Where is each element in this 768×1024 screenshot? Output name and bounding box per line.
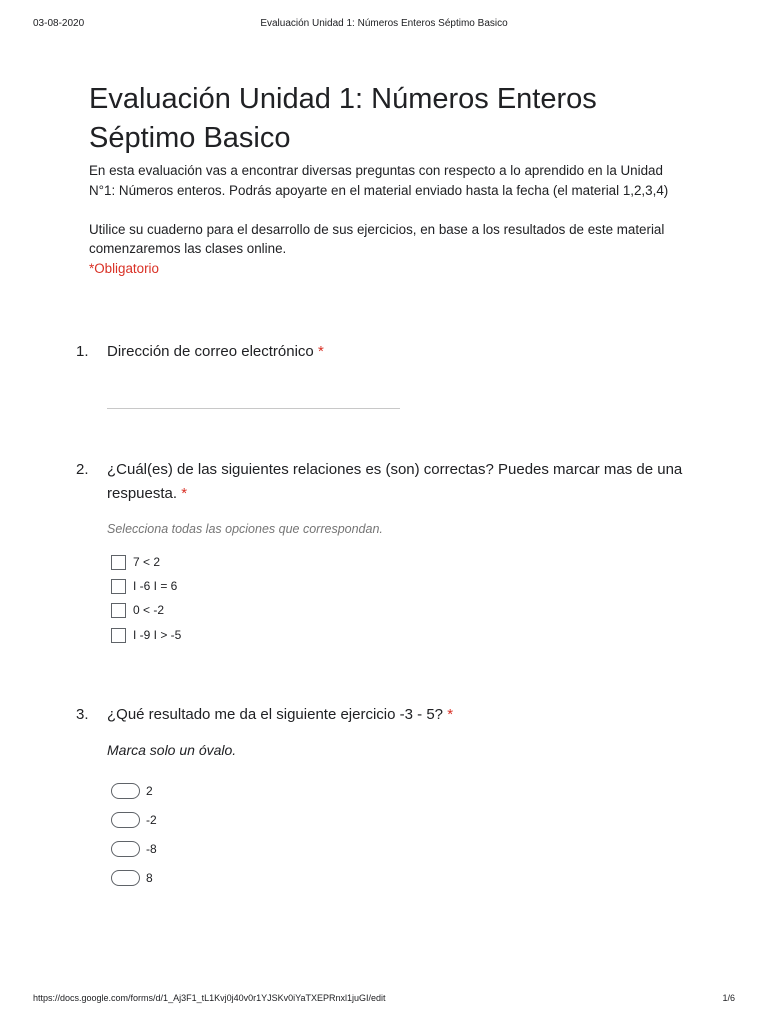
radio-oval[interactable] — [111, 870, 140, 886]
option-label: 0 < -2 — [133, 603, 165, 617]
checkbox-option-4[interactable] — [111, 626, 181, 644]
email-field[interactable] — [107, 395, 400, 409]
required-asterisk: * — [447, 706, 454, 723]
option-label: 7 < 2 — [133, 555, 161, 569]
radio-option-2[interactable] — [111, 811, 157, 829]
select-all-hint: Selecciona todas las opciones que correspondan. — [107, 522, 383, 536]
radio-option-1[interactable] — [111, 782, 153, 800]
checkbox[interactable] — [111, 603, 126, 618]
question-text — [107, 458, 697, 506]
question-label: Dirección de correo electrónico — [107, 343, 314, 360]
checkbox[interactable] — [111, 555, 126, 570]
checkbox-option-3[interactable] — [111, 601, 164, 619]
radio-option-4[interactable] — [111, 869, 153, 887]
option-label: 8 — [146, 871, 153, 885]
single-choice-hint: Marca solo un óvalo. — [107, 742, 237, 758]
option-label: I -6 I = 6 — [133, 579, 178, 593]
form-description-paragraph-1: En esta evaluación vas a encontrar diversas preguntas con respecto a lo aprendido en la Unidad N°1: Números enteros. Podrás apoyarte en el material enviado hasta la fecha (el material 1,2,3,4) — [89, 163, 669, 198]
radio-option-3[interactable] — [111, 840, 157, 858]
question-number: 1. — [76, 343, 89, 360]
question-text — [107, 340, 697, 364]
question-label: ¿Cuál(es) de las siguientes relaciones es (son) correctas? Puedes marcar mas de una respuesta. — [107, 461, 683, 502]
form-description-paragraph-2: Utilice su cuaderno para el desarrollo de sus ejercicios, en base a los resultados de este material comenzaremos las clases online. — [89, 221, 665, 256]
print-url: https://docs.google.com/forms/d/1_Aj3F1_tL1Kvj0j40v0r1YJSKv0iYaTXEPRnxl1juGI/edit — [33, 993, 386, 1003]
question-number: 2. — [76, 461, 89, 478]
required-asterisk: * — [317, 343, 324, 360]
checkbox-option-2[interactable] — [111, 577, 177, 595]
radio-oval[interactable] — [111, 812, 140, 828]
form-title: Evaluación Unidad 1: Números Enteros Séptimo Basico — [89, 83, 597, 154]
checkbox[interactable] — [111, 579, 126, 594]
option-label: I -9 I > -5 — [133, 628, 182, 642]
question-text — [107, 703, 697, 727]
print-header-title: Evaluación Unidad 1: Números Enteros Séptimo Basico — [260, 18, 508, 29]
checkbox-option-1[interactable] — [111, 553, 160, 571]
checkbox[interactable] — [111, 628, 126, 643]
print-date: 03-08-2020 — [33, 18, 85, 29]
radio-oval[interactable] — [111, 783, 140, 799]
option-label: 2 — [146, 784, 153, 798]
required-asterisk: * — [181, 485, 188, 502]
question-label: ¿Qué resultado me da el siguiente ejercicio -3 - 5? — [107, 706, 444, 723]
option-label: -2 — [146, 813, 157, 827]
page-number: 1/6 — [722, 993, 735, 1003]
required-note: *Obligatorio — [89, 260, 159, 276]
option-label: -8 — [146, 842, 157, 856]
question-number: 3. — [76, 706, 89, 723]
radio-oval[interactable] — [111, 841, 140, 857]
form-description — [89, 161, 689, 278]
